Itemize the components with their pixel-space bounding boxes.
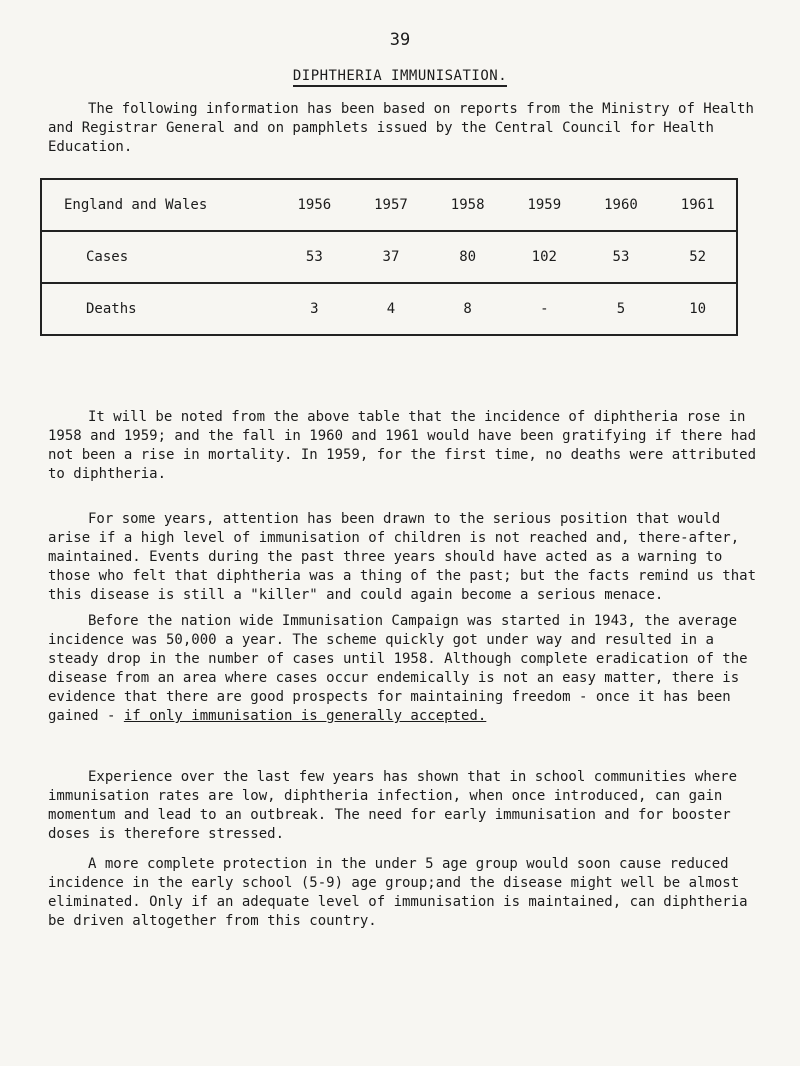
- year-header: 1956: [297, 197, 332, 213]
- table-cell: 5: [583, 283, 660, 334]
- page-title: [0, 68, 800, 84]
- page-number: 39: [389, 30, 411, 50]
- table-cell: 52: [659, 231, 736, 283]
- table-cell: 3: [276, 283, 353, 334]
- table-row-cases: [42, 231, 736, 283]
- table-cell: 102: [506, 231, 583, 283]
- table-cell: 10: [659, 283, 736, 334]
- table-cell: 53: [276, 231, 353, 283]
- paragraph-campaign-text: Before the nation wide Immunisation Campaign was started in 1943, the average incidence was 50,000 a year. The scheme quickly got under way and resulted in a steady drop in the number of cases until 1958. Although complete eradication of the disease from an area where cases occur endemically is not an easy matter, there is evidence that there are good prospects for maintaining freedom - once it has been gained -: [48, 613, 748, 724]
- table-cell: 53: [583, 231, 660, 283]
- row-label-deaths: Deaths: [42, 283, 276, 334]
- table-corner-label: England and Wales: [64, 197, 208, 213]
- year-header: 1961: [680, 197, 715, 213]
- paragraph-experience: Experience over the last few years has shown that in school communities where immunisation rates are low, diphtheria infection, when once introduced, can gain momentum and lead to an outbreak. The need for early immunisation and for booster doses is therefore stressed.: [48, 769, 738, 842]
- paragraph-incidence: It will be noted from the above table that the incidence of diphtheria rose in 1958 and 1959; and the fall in 1960 and 1961 would have been gratifying if there had not been a rise in mortality. In 1959, for the first time, no deaths were attributed to diphtheria.: [48, 409, 757, 482]
- paragraph-warning: For some years, attention has been drawn to the serious position that would arise if a high level of immunisation of children is not reached and, there-after, maintained. Events during the past three years should have acted as a warning to those who felt that diphtheria was a thing of the past; but the facts remind us that this disease is still a "killer" and could again become a serious menace.: [48, 511, 757, 603]
- table-cell: 4: [353, 283, 430, 334]
- year-header: 1957: [374, 197, 408, 213]
- row-label-cases: Cases: [42, 231, 276, 283]
- page-title-text: DIPHTHERIA IMMUNISATION.: [293, 68, 507, 87]
- paragraph-campaign: [48, 612, 764, 726]
- intro-paragraph: The following information has been based on reports from the Ministry of Health and Registrar General and on pamphlets issued by the Central Council for Health Education.: [48, 101, 754, 155]
- statistics-table: [40, 178, 738, 336]
- table-header-row: [42, 180, 736, 231]
- year-header: 1959: [527, 197, 562, 213]
- table-row-deaths: [42, 283, 736, 334]
- paragraph-protection: A more complete protection in the under 5 age group would soon cause reduced incidence in the early school (5-9) age group;and the disease might well be almost eliminated. Only if an adequate level of immunisation is maintained, can diphtheria be driven altogether from this country.: [48, 856, 748, 929]
- year-header: 1960: [604, 197, 638, 213]
- paragraph-campaign-emphasis: if only immunisation is generally accepted.: [123, 708, 487, 724]
- table-cell: -: [506, 283, 583, 334]
- table-cell: 8: [429, 283, 506, 334]
- year-header: 1958: [450, 197, 485, 213]
- table-cell: 80: [429, 231, 506, 283]
- table-cell: 37: [353, 231, 430, 283]
